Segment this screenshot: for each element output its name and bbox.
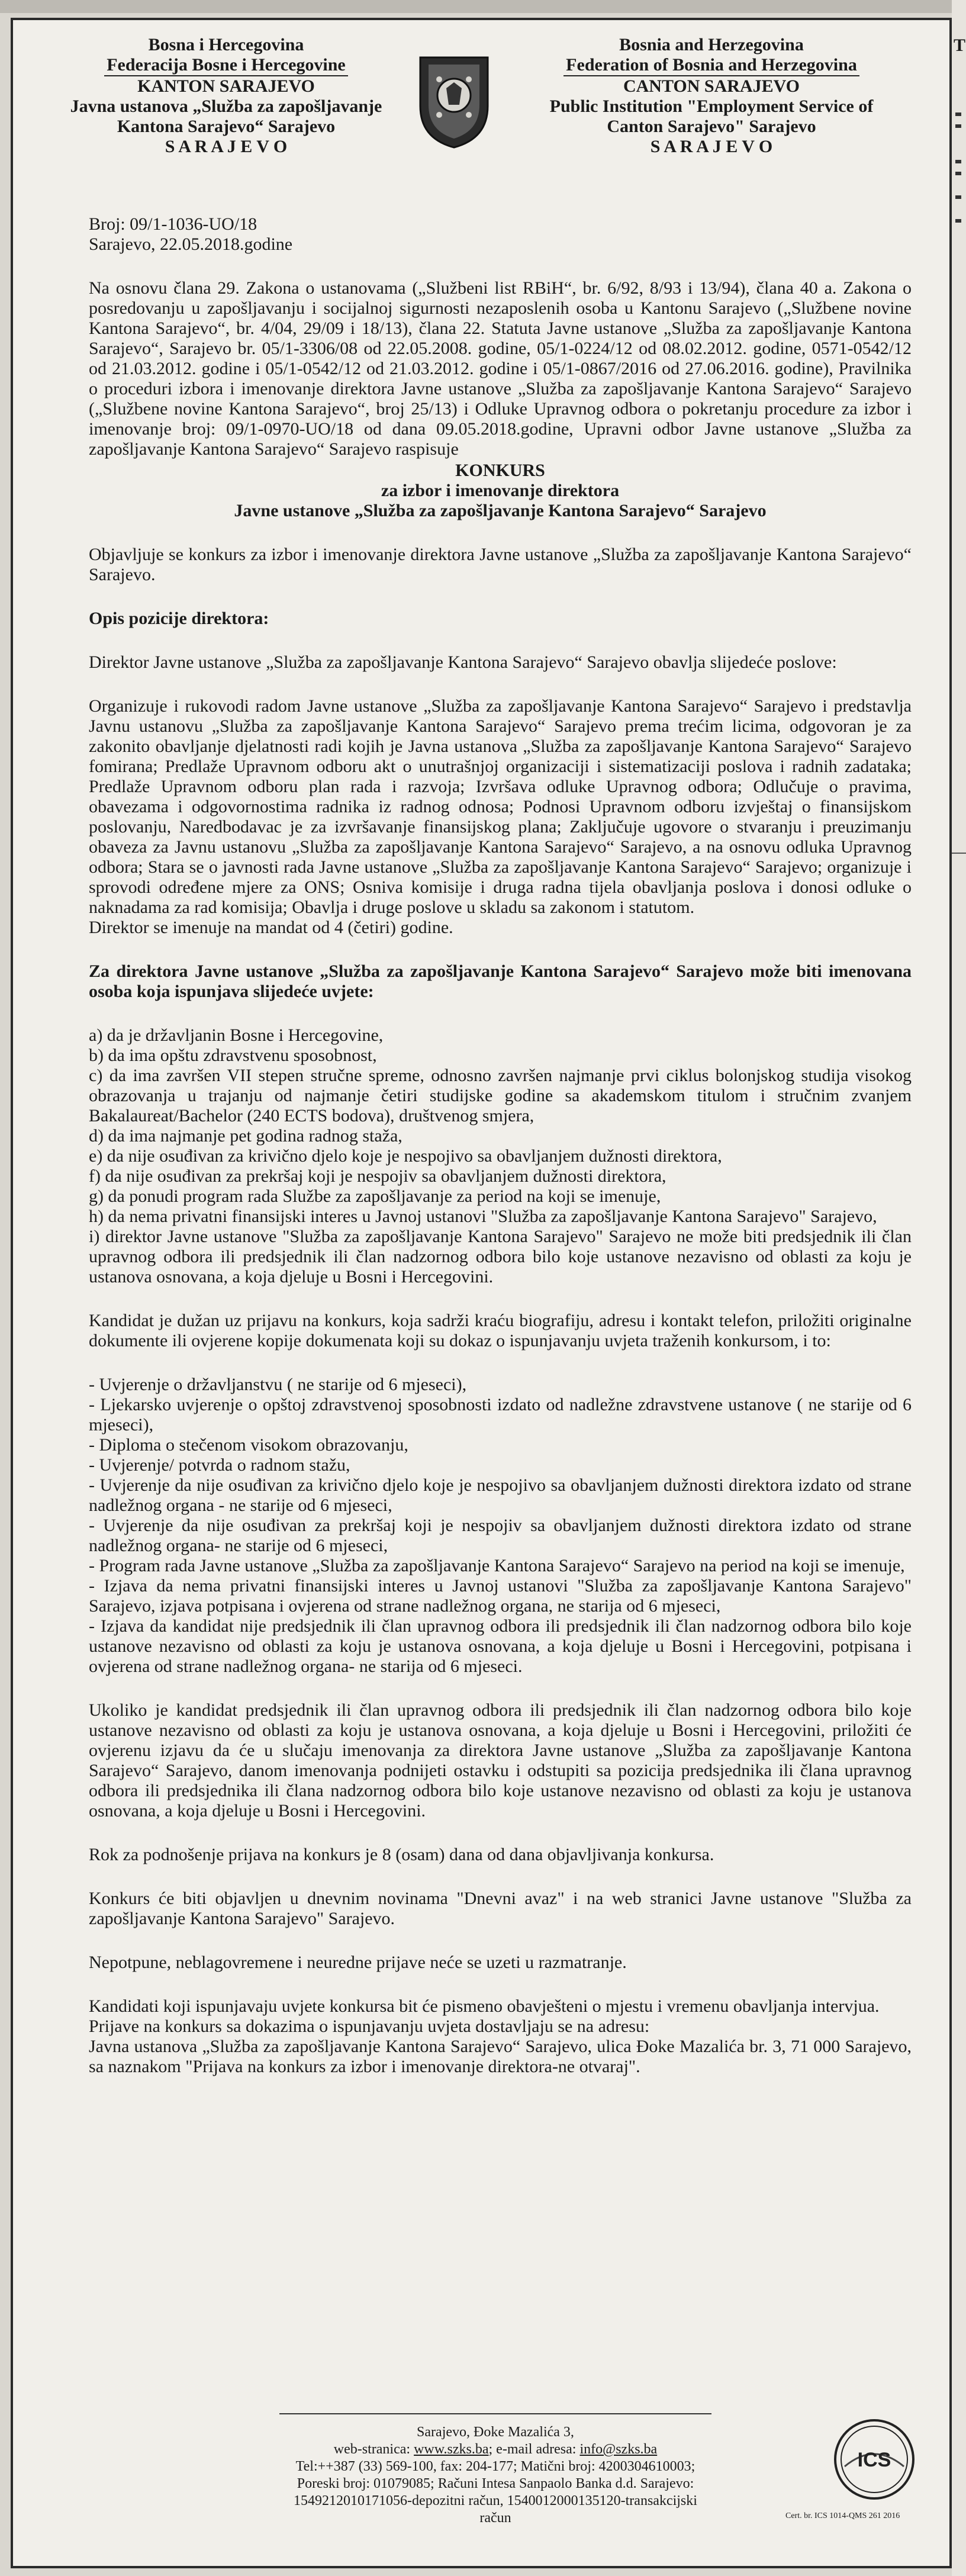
strip-rule	[952, 853, 966, 854]
condition-item: i) direktor Javne ustanove "Služba za zapošljavanje Kantona Sarajevo" Sarajevo ne može biti predsjednik ili član upravnog odbora ili predsjednik ili član nadzornog odbora bilo koje ustanove nezavisno od oblasti za koju je ustanova osnovana, a koja djeluje u Bosni i Hercegovini.	[89, 1227, 912, 1287]
letterhead-line: Federation of Bosnia and Herzegovina	[564, 55, 859, 76]
footer-phone: Tel:++387 (33) 569-100, fax: 204-177; Matični broj: 4200304610003;	[295, 2459, 695, 2474]
condition-item: b) da ima opštu zdravstvenu sposobnost,	[89, 1046, 377, 1065]
footer-contact-block	[282, 2424, 709, 2527]
document-item: - Uvjerenje/ potvrda o radnom stažu,	[89, 1455, 350, 1475]
letterhead-line: S A R A J E V O	[165, 137, 288, 156]
letterhead-line: KANTON SARAJEVO	[137, 76, 315, 96]
footer-web-line	[282, 2441, 709, 2458]
duties-paragraph: Organizuje i rukovodi radom Javne ustanove „Služba za zapošljavanje Kantona Sarajevo“ Sarajevo i predstavlja Javnu ustanovu „Služba za zapošljavanje Kantona Sarajevo“ Sarajevo prema trećim licima, odgovoran je za zakonito obavljanje djelatnosti radi kojih je Javna ustanova „Služba za zapošljavanje Kantona Sarajevo“ Sarajevo fomirana; Predlaže Upravnom odboru akt o unutrašnjoj organizaciji i sistematizaciji poslova i radnih zadataka; Predlaže Upravnom odboru plan rada i razvoja; Izvršava odluke Upravnog odbora; Odlučuje o pravima, obavezama i odgovornostima radnika iz radnog odnosa; Podnosi Upravnom odboru izvještaj o finansijskom poslovanju, Naredbodavac je za izvršavanje finansijskog plana; Zaključuje ugovore o stvaranju i preuzimanju obaveza za Javnu ustanovu „Služba za zapošljavanje Kantona Sarajevo“ Sarajevo, a na osnovu odluka Upravnog odbora; Stara se o javnosti rada Javne ustanove „Služba za zapošljavanje Kantona Sarajevo“ Sarajevo; organizuje i sprovodi određene mjere za ONS; Osniva komisije i druga radna tijela obavljanja poslova i donosi odluke o naknadama za rad komisija; Obavlja i druge poslove u skladu sa zakonom i statutom.	[89, 696, 912, 917]
letterhead-line: Federacija Bosne i Hercegovine	[104, 55, 348, 76]
document-item: - Ljekarsko uvjerenje o opštoj zdravstvenoj sposobnosti izdato od nadležne zdravstvene ustanove ( ne starije od 6 mjeseci),	[89, 1395, 912, 1435]
strip-letter: T	[954, 36, 966, 55]
strip-glyph	[955, 160, 961, 163]
email-link[interactable]: info@szks.ba	[579, 2442, 658, 2457]
announcement-paragraph: Objavljuje se konkurs za izbor i imenovanje direktora Javne ustanove „Služba za zapošljavanje Kantona Sarajevo“ Sarajevo.	[89, 545, 912, 584]
footer-address: Sarajevo, Đoke Mazalića 3,	[417, 2424, 574, 2440]
document-item: - Program rada Javne ustanove „Služba za zapošljavanje Kantona Sarajevo“ Sarajevo na period na koji se imenuje,	[89, 1556, 905, 1575]
letterhead-line: CANTON SARAJEVO	[623, 76, 800, 96]
competition-institution: Javne ustanove „Služba za zapošljavanje Kantona Sarajevo“ Sarajevo	[234, 501, 767, 520]
legal-basis-paragraph: Na osnovu člana 29. Zakona o ustanovama („Službeni list RBiH“, br. 6/92, 8/93 i 13/94), člana 40 a. Zakona o posredovanju u zapošljavanju i socijalnoj sigurnosti nezaposlenih osoba u Kantonu Sarajevo („Službene novine Kantona Sarajevo“, br. 4/04, 29/09 i 18/13), člana 22. Statuta Javne ustanove „Služba za zapošljavanje Kantona Sarajevo“, Sarajevo br. 05/1-3306/08 od 22.05.2008. godine, 05/1-0224/12 od 08.02.2012. godine, 0571-0542/12 od 21.03.2012. godine i 05/1-0542/12 od 21.03.2012. godine i 05/1-0867/2016 od 27.06.2016. godine), Pravilnika o proceduri izbora i imenovanje direktora Javne ustanove „Služba za zapošljavanje Kantona Sarajevo“ Sarajevo („Službene novine Kantona Sarajevo“, broj 25/13) i Odluke Upravnog odbora o pokretanju procedure za izbor i imenovanje broj: 09/1-0970-UO/18 od dana 09.05.2018.godine, Upravni odbor Javne ustanove „Služba za zapošljavanje Kantona Sarajevo“ Sarajevo raspisuje	[89, 278, 912, 459]
letterhead-line: Bosnia and Herzegovina	[619, 35, 804, 54]
letterhead-line: Kantona Sarajevo“ Sarajevo	[117, 117, 336, 136]
strip-glyph	[955, 124, 961, 128]
publication-paragraph: Konkurs će biti objavljen u dnevnim novinama "Dnevni avaz" i na web stranici Javne ustanove "Služba za zapošljavanje Kantona Sarajevo" Sarajevo.	[89, 1889, 912, 1928]
document-item: - Izjava da kandidat nije predsjednik ili član upravnog odbora ili predsjednik ili član nadzornog odbora bilo koje ustanove nezavisno od oblasti za koju je ustanova osnovana, a koja djeluje u Bosni i Hercegovini, potpisana i ovjerena od strane nadležnog organa- ne starija od 6 mjeseci.	[89, 1616, 912, 1676]
certificate-number: Cert. br. ICS 1014-QMS 261 2016	[785, 2511, 900, 2520]
ics-seal-label: ICS	[857, 2449, 891, 2471]
condition-item: a) da je državljanin Bosne i Hercegovine,	[89, 1025, 384, 1045]
conditions-list	[89, 1025, 912, 1287]
document-item: - Diploma o stečenom visokom obrazovanju,	[89, 1435, 408, 1455]
reference-date: Sarajevo, 22.05.2018.godine	[89, 234, 293, 254]
letterhead-bosnian	[49, 35, 404, 157]
footer-accounts: 1549212010171056-depozitni račun, 1540012000135120-transakcijski račun	[294, 2493, 697, 2526]
condition-item: c) da ima završen VII stepen stručne spreme, odnosno završen najmanje prvi ciklus bolonjskog studija visokog obrazovanja u trajanju od najmanje četiri studijske godine sa akademskom titulom i stručnim zvanjem Bakalaureat/Bachelor (240 ECTS bodova), društvenog smjera,	[89, 1066, 912, 1125]
submission-paragraph: Prijave na konkurs sa dokazima o ispunjavanju uvjeta dostavljaju se na adresu:	[89, 2017, 650, 2036]
letterhead-line: Canton Sarajevo" Sarajevo	[607, 117, 816, 136]
document-body	[89, 186, 912, 2077]
adjacent-page-strip	[952, 0, 966, 2576]
ics-certification-seal	[833, 2418, 916, 2501]
documents-list	[89, 1375, 912, 1677]
address-paragraph: Javna ustanova „Služba za zapošljavanje Kantona Sarajevo“ Sarajevo, ulica Đoke Mazalića br. 3, 71 000 Sarajevo, sa naznakom "Prijava na konkurs za izbor i imenovanje direktora-ne otvaraj".	[89, 2037, 912, 2076]
document-item: - Uvjerenje o državljanstvu ( ne starije od 6 mjeseci),	[89, 1375, 467, 1394]
document-item: - Uvjerenje da nije osuđivan za prekršaj koji je nespojiv sa obavljanjem dužnosti direktora izdato od strane nadležnog organa- ne starije od 6 mjeseci,	[89, 1516, 912, 1555]
strip-glyph	[955, 219, 961, 223]
condition-item: e) da nije osuđivan za krivično djelo koje je nespojivo sa obavljanjem dužnosti direktora,	[89, 1146, 722, 1166]
deadline-paragraph: Rok za podnošenje prijava na konkurs je 8 (osam) dana od dana objavljivanja konkursa.	[89, 1845, 714, 1864]
footer-divider	[279, 2413, 711, 2414]
strip-glyph	[955, 195, 961, 199]
position-description-lead: Direktor Javne ustanove „Služba za zapošljavanje Kantona Sarajevo“ Sarajevo obavlja slijedeće poslove:	[89, 652, 837, 672]
strip-glyph	[955, 172, 961, 175]
website-link[interactable]: www.szks.ba	[414, 2442, 489, 2457]
condition-item: h) da nema privatni finansijski interes u Javnoj ustanovi "Služba za zapošljavanje Kantona Sarajevo" Sarajevo,	[89, 1207, 877, 1226]
competition-subtitle: za izbor i imenovanje direktora	[381, 481, 620, 500]
letterhead-line: Javna ustanova „Služba za zapošljavanje	[70, 97, 382, 116]
conditions-heading: Za direktora Javne ustanove „Služba za zapošljavanje Kantona Sarajevo“ Sarajevo može biti imenovana osoba koja ispunjava slijedeće uvjete:	[89, 961, 912, 1001]
letterhead-line: Public Institution "Employment Service of	[549, 97, 874, 116]
mandate-paragraph: Direktor se imenuje na mandat od 4 (četiri) godine.	[89, 918, 453, 937]
coat-of-arms-logo	[416, 53, 492, 150]
reference-number: Broj: 09/1-1036-UO/18	[89, 214, 257, 234]
board-member-paragraph: Ukoliko je kandidat predsjednik ili član upravnog odbora ili predsjednik ili član nadzornog odbora bilo koje ustanove nezavisno od oblasti za koju je ustanova osnovana, a koja djeluje u Bosni i Hercegovini, priložiti će ovjerenu izjavu da će u slučaju imenovanja za direktora Javne ustanove „Služba za zapošljavanje Kantona Sarajevo“ Sarajevo, danom imenovanja podnijeti ostavku i odstupiti sa pozicija predsjednika ili člana upravnog odbora ili predsjednika ili člana nadzornog odbora bilo koje ustanove nezavisno od oblasti za koju je ustanova osnovana, a koja djeluje u Bosni i Hercegovini.	[89, 1700, 912, 1821]
incomplete-applications-paragraph: Nepotpune, neblagovremene i neuredne prijave neće se uzeti u razmatranje.	[89, 1953, 627, 1972]
letterhead-english	[528, 35, 895, 157]
web-label: web-stranica:	[333, 2442, 414, 2457]
position-description-heading: Opis pozicije direktora:	[89, 609, 269, 628]
strip-glyph	[955, 112, 961, 116]
email-label: ; e-mail adresa:	[488, 2442, 580, 2457]
condition-item: d) da ima najmanje pet godina radnog staža,	[89, 1126, 402, 1146]
letterhead-line: Bosna i Hercegovina	[148, 35, 304, 54]
condition-item: f) da nije osuđivan za prekršaj koji je nespojiv sa obavljanjem dužnosti direktora,	[89, 1166, 666, 1186]
letter-footer	[13, 2412, 954, 2548]
scan-top-band	[0, 0, 966, 13]
interview-paragraph: Kandidati koji ispunjavaju uvjete konkursa bit će pismeno obavješteni o mjestu i vremenu obavljanja intervjua.	[89, 1996, 880, 2016]
document-item: - Uvjerenje da nije osuđivan za krivično djelo koje je nespojivo sa obavljanjem dužnosti direktora izdato od strane nadležnog organa - ne starije od 6 mjeseci,	[89, 1475, 912, 1515]
footer-tax: Poreski broj: 01079085; Računi Intesa Sanpaolo Banka d.d. Sarajevo:	[297, 2476, 694, 2491]
document-page	[11, 18, 952, 2568]
competition-title: KONKURS	[455, 461, 545, 480]
document-item: - Izjava da nema privatni finansijski interes u Javnoj ustanovi "Služba za zapošljavanje Kantona Sarajevo" Sarajevo, izjava potpisana i ovjerena od strane nadležnog organa, ne starija od 6 mjeseci,	[89, 1576, 912, 1616]
candidate-requirements-paragraph: Kandidat je dužan uz prijavu na konkurs, koja sadrži kraću biografiju, adresu i kontakt telefon, priložiti originalne dokumente ili ovjerene kopije dokumenata koji su dokaz o ispunjavanju uvjeta traženih konkursom, i to:	[89, 1311, 912, 1350]
condition-item: g) da ponudi program rada Službe za zapošljavanje za period na koji se imenuje,	[89, 1186, 661, 1206]
letterhead-line: S A R A J E V O	[650, 137, 773, 156]
